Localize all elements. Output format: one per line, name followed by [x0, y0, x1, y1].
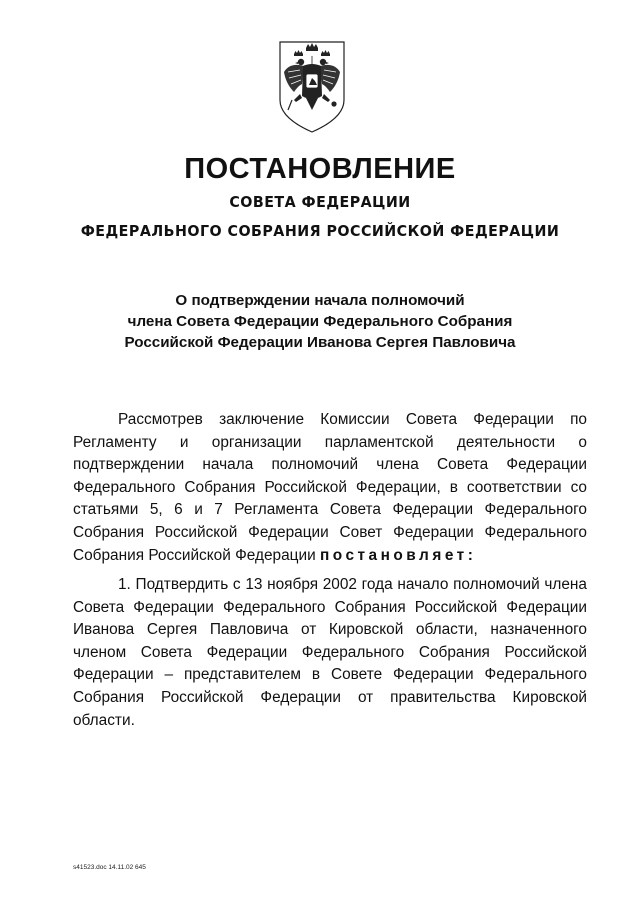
clause-1-paragraph	[73, 574, 587, 732]
subject-line-3: Российской Федерации Иванова Сергея Павловича	[124, 334, 516, 351]
coat-of-arms-icon	[276, 38, 348, 134]
preamble-paragraph	[73, 409, 587, 567]
subject-line-1: О подтверждении начала полномочий	[175, 292, 465, 309]
footer-document-code: s41523.doc 14.11.02 645	[73, 864, 146, 871]
issuer-line-2: ФЕДЕРАЛЬНОГО СОБРАНИЯ РОССИЙСКОЙ ФЕДЕРАЦИИ	[80, 222, 560, 240]
clause-1-text: 1. Подтвердить с 13 ноября 2002 года начало полномочий члена Совета Федерации Федерального Собрания Российской Федерации Иванова Сергея Павловича от Кировской области, назначенного членом Совета Федерации Федерального Собрания Российской Федерации – представителем в Совете Федерации Федерального Собрания Российской Федерации от правительства Кировской области.	[73, 576, 587, 729]
issuer-line-1: СОВЕТА ФЕДЕРАЦИИ	[229, 193, 411, 211]
document-title: ПОСТАНОВЛЕНИЕ	[184, 153, 456, 185]
resolution-verb: постановляет:	[319, 546, 477, 564]
document-subject	[70, 290, 570, 353]
subject-line-2: члена Совета Федерации Федерального Собрания	[127, 313, 513, 330]
preamble-text: Рассмотрев заключение Комиссии Совета Федерации по Регламенту и организации парламентской деятельности о подтверждении начала полномочий члена Совета Федерации Федерального Собрания Российской Федерации, в соответствии со статьями 5, 6 и 7 Регламента Совета Федерации Федерального Собрания Российской Федерации Совет Федерации Федерального Собрания Российской Федерации	[73, 411, 587, 564]
